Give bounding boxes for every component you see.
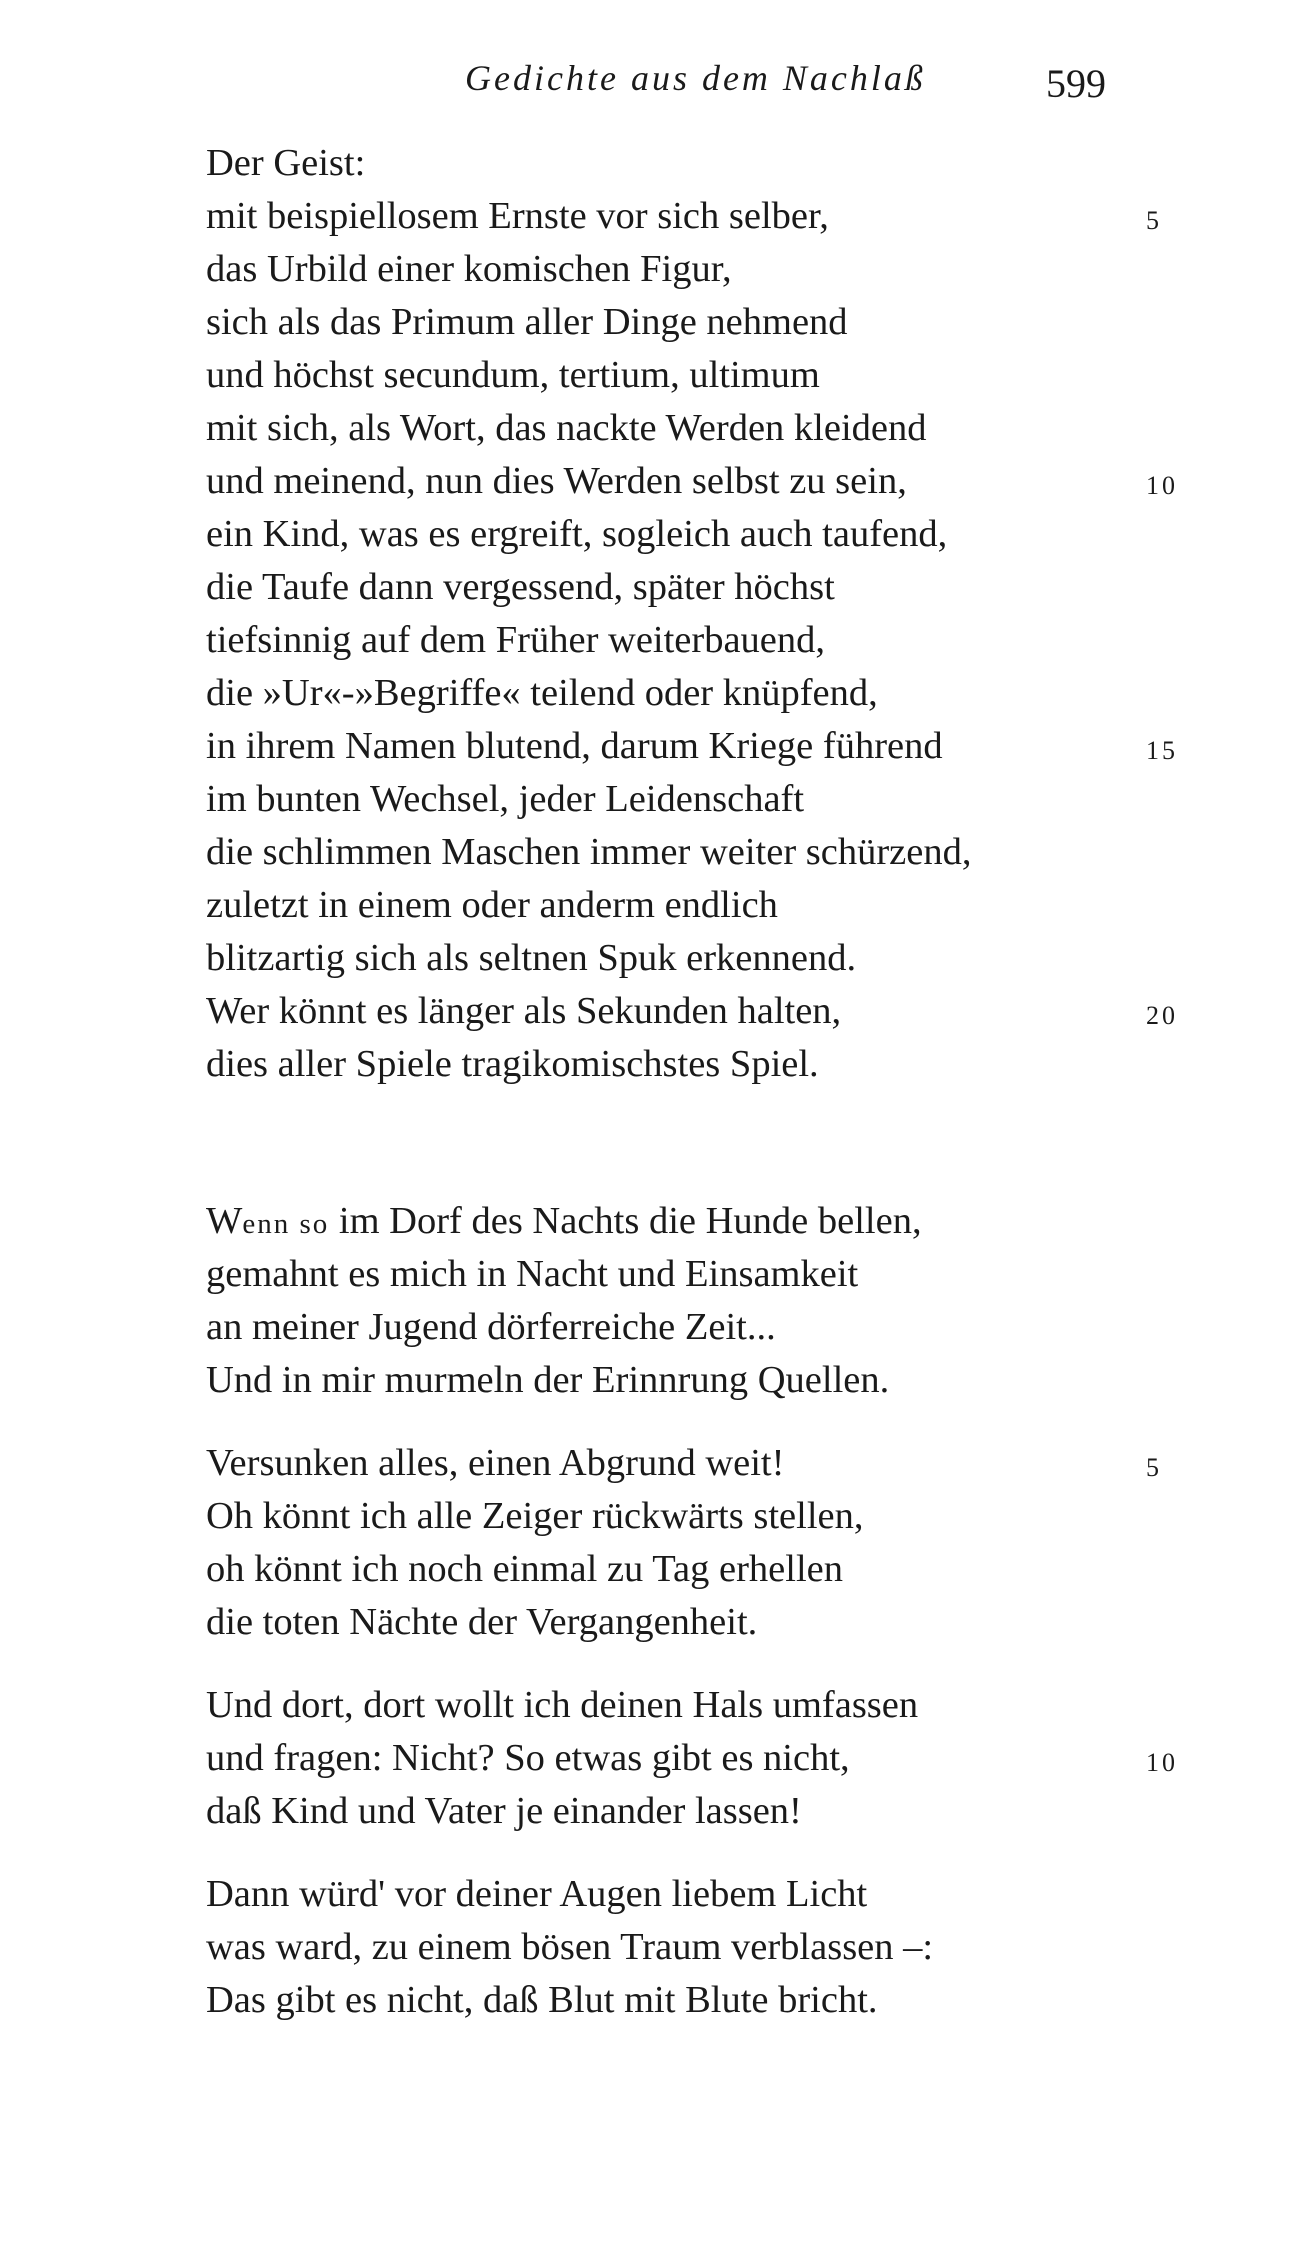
poem-line: Das gibt es nicht, daß Blut mit Blute bricht. — [206, 1979, 878, 2021]
poem-line: Und dort, dort wollt ich deinen Hals umfassen — [206, 1684, 919, 1726]
poem-line: Und in mir murmeln der Erinnrung Quellen. — [206, 1359, 890, 1401]
stanza-break — [206, 1407, 1186, 1437]
initial-cap: W — [206, 1200, 243, 1242]
poem-line: mit beispiellosem Ernste vor sich selber, 5 — [206, 190, 1186, 243]
poem-line: dies aller Spiele tragikomischstes Spiel. — [206, 1043, 819, 1085]
line-number: 15 — [1146, 736, 1178, 765]
line-number: 20 — [1146, 1001, 1178, 1030]
poem-line: und höchst secundum, tertium, ultimum — [206, 354, 820, 396]
poem-line: im bunten Wechsel, jeder Leidenschaft — [206, 778, 805, 820]
poem-line: die schlimmen Maschen immer weiter schürzend, — [206, 831, 972, 873]
poem-line: die toten Nächte der Vergangenheit. — [206, 1601, 758, 1643]
line-number: 10 — [1146, 1748, 1178, 1777]
poem-line: gemahnt es mich in Nacht und Einsamkeit — [206, 1253, 859, 1295]
poem-line: Versunken alles, einen Abgrund weit! 5 — [206, 1437, 1186, 1490]
poem-line: tiefsinnig auf dem Früher weiterbauend, — [206, 619, 826, 661]
poem-wenn-so — [206, 1195, 1186, 2027]
poem-line: Der Geist: — [206, 142, 366, 184]
poem-line: und meinend, nun dies Werden selbst zu sein, 10 — [206, 455, 1186, 508]
poem-line: die Taufe dann vergessend, später höchst — [206, 566, 835, 608]
poem-line: mit sich, als Wort, das nackte Werden kleidend — [206, 407, 927, 449]
poem-line: blitzartig sich als seltnen Spuk erkennend. — [206, 937, 857, 979]
poem-line: das Urbild einer komischen Figur, — [206, 248, 732, 290]
poem-line: und fragen: Nicht? So etwas gibt es nicht, 10 — [206, 1732, 1186, 1785]
line-number: 5 — [1146, 1453, 1162, 1482]
poem-line: Dann würd' vor deiner Augen liebem Licht — [206, 1873, 868, 1915]
poem-line: Oh könnt ich alle Zeiger rückwärts stellen, — [206, 1495, 864, 1537]
poem-line: zuletzt in einem oder anderm endlich — [206, 884, 778, 926]
line-number: 10 — [1146, 471, 1178, 500]
poem-line: Wer könnt es länger als Sekunden halten, 20 — [206, 985, 1186, 1038]
poem-line: die »Ur«-»Begriffe« teilend oder knüpfend, — [206, 672, 878, 714]
poem-line: ein Kind, was es ergreift, sogleich auch taufend, — [206, 513, 948, 555]
page-number: 599 — [1046, 61, 1106, 106]
poem-line: was ward, zu einem bösen Traum verblassen –: — [206, 1926, 934, 1968]
poem-line: oh könnt ich noch einmal zu Tag erhellen — [206, 1548, 843, 1590]
poem-line: Wenn so im Dorf des Nachts die Hunde bellen, — [206, 1200, 922, 1242]
stanza-break — [206, 1649, 1186, 1679]
line-number: 5 — [1146, 206, 1162, 235]
running-header — [0, 48, 1294, 108]
poem-der-geist — [206, 137, 1186, 1091]
poem-line: sich als das Primum aller Dinge nehmend — [206, 301, 848, 343]
poem-line: in ihrem Namen blutend, darum Kriege führend 15 — [206, 720, 1186, 773]
poem-line: daß Kind und Vater je einander lassen! — [206, 1790, 802, 1832]
small-caps-opening: enn so — [242, 1208, 330, 1240]
poem-line: an meiner Jugend dörferreiche Zeit... — [206, 1306, 776, 1348]
stanza-break — [206, 1838, 1186, 1868]
running-title: Gedichte aus dem Nachlaß — [465, 58, 926, 98]
